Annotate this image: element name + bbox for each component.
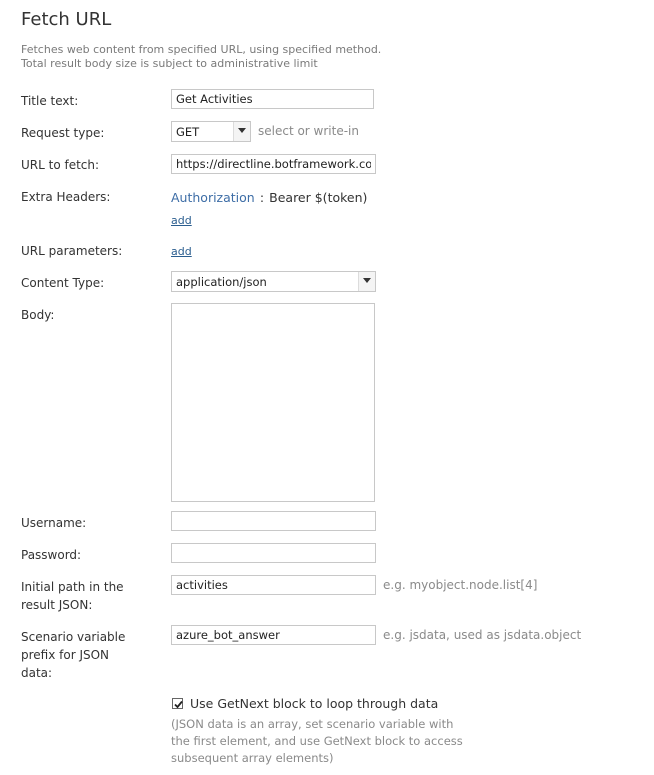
chevron-down-icon[interactable]	[358, 272, 375, 291]
header-separator: :	[259, 190, 265, 205]
header-item	[171, 188, 367, 207]
checkmark-icon	[173, 699, 184, 710]
initial-path-label	[21, 578, 124, 614]
description-line-1: Fetches web content from specified URL, using specified method.	[21, 43, 382, 56]
chevron-down-icon[interactable]	[233, 122, 250, 141]
body-label: Body:	[21, 308, 55, 322]
scenario-prefix-hint: e.g. jsdata, used as jsdata.object	[383, 628, 582, 642]
add-url-parameter-link[interactable]: add	[171, 245, 192, 258]
initial-path-hint: e.g. myobject.node.list[4]	[383, 578, 538, 592]
scenario-prefix-label-line-2: prefix for JSON	[21, 648, 110, 662]
getnext-note-line-3: subsequent array elements)	[171, 751, 334, 765]
getnext-note	[171, 716, 471, 767]
request-type-hint: select or write-in	[258, 124, 359, 138]
header-value[interactable]: Bearer $(token)	[269, 190, 368, 205]
getnext-note-line-2: the first element, and use GetNext block to access	[171, 734, 463, 748]
request-type-value: GET	[176, 125, 200, 139]
body-textarea[interactable]	[171, 303, 375, 502]
initial-path-input[interactable]	[171, 575, 376, 595]
url-parameters-label: URL parameters:	[21, 244, 123, 258]
scenario-prefix-label-line-3: data:	[21, 666, 53, 680]
scenario-prefix-label	[21, 628, 125, 682]
request-type-label: Request type:	[21, 126, 105, 140]
title-text-label: Title text:	[21, 94, 79, 108]
content-type-label: Content Type:	[21, 276, 105, 290]
description-line-2: Total result body size is subject to administrative limit	[21, 57, 318, 70]
page-description	[21, 43, 381, 71]
extra-headers-label: Extra Headers:	[21, 190, 111, 204]
scenario-prefix-input[interactable]	[171, 625, 376, 645]
initial-path-label-line-1: Initial path in the	[21, 580, 124, 594]
header-name[interactable]: Authorization	[171, 190, 255, 205]
getnext-checkbox[interactable]	[172, 698, 183, 709]
content-type-value: application/json	[176, 275, 267, 289]
initial-path-label-line-2: result JSON:	[21, 598, 93, 612]
request-type-select[interactable]	[171, 121, 251, 142]
scenario-prefix-label-line-1: Scenario variable	[21, 630, 126, 644]
content-type-select[interactable]	[171, 271, 376, 292]
url-label: URL to fetch:	[21, 158, 100, 172]
password-label: Password:	[21, 548, 82, 562]
title-text-input[interactable]	[171, 89, 374, 109]
url-input[interactable]	[171, 154, 376, 174]
page-title: Fetch URL	[21, 9, 112, 30]
add-header-link[interactable]: add	[171, 214, 192, 227]
getnext-checkbox-label[interactable]: Use GetNext block to loop through data	[190, 696, 439, 711]
username-label: Username:	[21, 516, 87, 530]
password-input[interactable]	[171, 543, 376, 563]
getnext-note-line-1: (JSON data is an array, set scenario variable with	[171, 717, 454, 731]
username-input[interactable]	[171, 511, 376, 531]
